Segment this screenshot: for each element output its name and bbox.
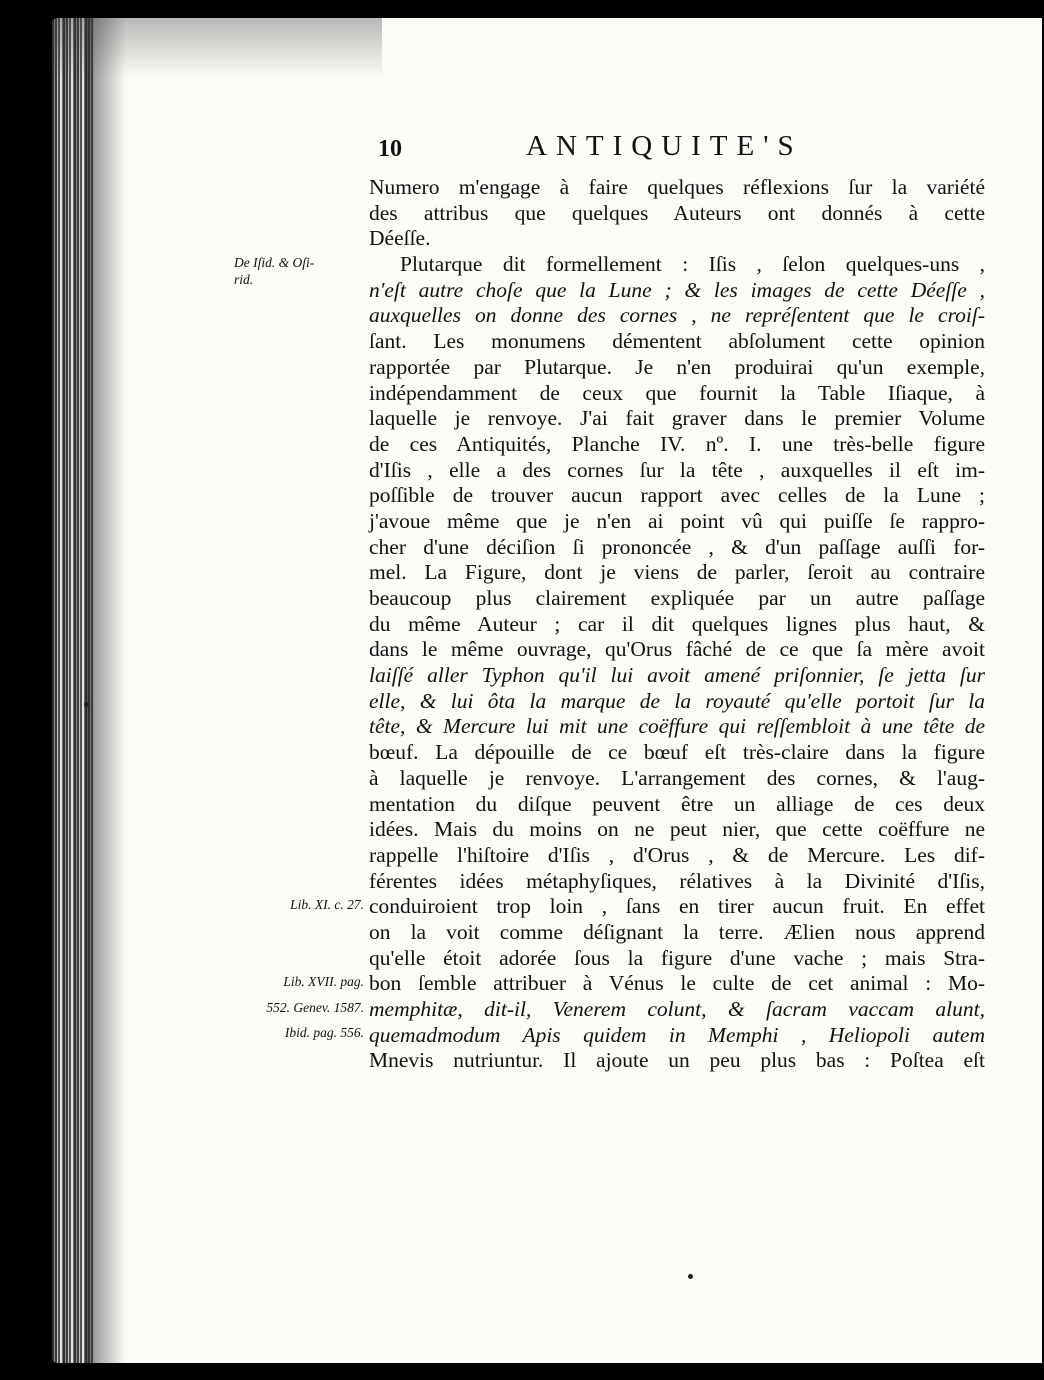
- text-line: poſſible de trouver aucun rapport avec celles de la Lune ;: [369, 483, 985, 508]
- text-line: à laquelle je renvoye. L'arrangement des cornes, & l'aug-: [369, 765, 985, 790]
- text-line: Plutarque dit formellement : Iſis , ſelon quelques-uns ,: [400, 252, 985, 277]
- book-page: [52, 18, 1042, 1363]
- text-line: mel. La Figure, dont je viens de parler, ſeroit au contraire: [369, 560, 985, 585]
- margin-note: 552. Genev. 1587.: [266, 1000, 364, 1015]
- text-line: du même Auteur ; car il dit quelques lignes plus haut, &: [369, 611, 985, 636]
- text-line: Déeſſe.: [369, 226, 431, 251]
- text-line: mentation du diſque peuvent être un alliage de ces deux: [369, 791, 985, 816]
- body-text: [369, 175, 985, 1074]
- running-header: [378, 130, 988, 170]
- margin-note: Lib. XI. c. 27.: [290, 897, 364, 912]
- text-line: bon ſemble attribuer à Vénus le culte de cet animal : Mo-: [369, 971, 985, 996]
- margin-note: Lib. XVII. pag.: [283, 974, 364, 989]
- text-line: quemadmodum Apis quidem in Memphi , Heliopoli autem: [369, 1022, 985, 1047]
- scan-speckle: [52, 18, 382, 78]
- text-line: bœuf. La dépouille de ce bœuf eſt très-claire dans la figure: [369, 740, 985, 765]
- text-line: Mnevis nutriuntur. Il ajoute un peu plus bas : Poſtea eſt: [369, 1048, 985, 1073]
- text-line: indépendamment de ceux que fournit la Table Iſiaque, à: [369, 380, 985, 405]
- text-line: férentes idées métaphyſiques, rélatives à la Divinité d'Iſis,: [369, 868, 985, 893]
- text-line: n'eſt autre choſe que la Lune ; & les images de cette Déeſſe ,: [369, 277, 985, 302]
- margin-note: Ibid. pag. 556.: [284, 1025, 364, 1040]
- text-line: de ces Antiquités, Planche IV. nº. I. une très-belle figure: [369, 431, 985, 456]
- ink-speck: [688, 1274, 693, 1279]
- text-line: laquelle je renvoye. J'ai fait graver dans le premier Volume: [369, 406, 985, 431]
- text-line: d'Iſis , elle a des cornes ſur la tête , auxquelles il eſt im-: [369, 457, 985, 482]
- text-line: qu'elle étoit adorée ſous la figure d'une vache ; mais Stra-: [369, 945, 985, 970]
- text-line: conduiroient trop loin , ſans en tirer aucun fruit. En effet: [369, 894, 985, 919]
- text-line: memphitæ, dit-il, Venerem colunt, & ſacram vaccam alunt,: [369, 997, 985, 1021]
- gutter-shadow: [86, 18, 126, 1363]
- text-line: beaucoup plus clairement expliquée par un autre paſſage: [369, 586, 985, 610]
- text-line: j'avoue même que je n'en ai point vû qui puiſſe ſe rappro-: [369, 508, 985, 533]
- margin-note: rid.: [234, 272, 254, 287]
- text-line: idées. Mais du moins on ne peut nier, que cette coëffure ne: [369, 817, 985, 842]
- margin-note: De Iſid. & Oſi-: [234, 255, 315, 270]
- ink-speck: [84, 702, 89, 707]
- text-line: rapportée par Plutarque. Je n'en produirai qu'un exemple,: [369, 354, 985, 379]
- running-title: ANTIQUITE'S: [526, 130, 803, 162]
- text-line: tête, & Mercure lui mit une coëffure qui reſſembloit à une tête de: [369, 714, 985, 739]
- text-line: des attribus que quelques Auteurs ont donnés à cette: [369, 200, 985, 225]
- text-line: laiſſé aller Typhon qu'il lui avoit amené priſonnier, ſe jetta ſur: [369, 663, 985, 688]
- text-line: dans le même ouvrage, qu'Orus fâché de ce que ſa mère avoit: [369, 637, 985, 662]
- text-line: elle, & lui ôta la marque de la royauté qu'elle portoit ſur la: [369, 688, 985, 713]
- text-line: auxquelles on donne des cornes , ne repréſentent que le croiſ-: [369, 303, 985, 328]
- text-line: Numero m'engage à faire quelques réflexions ſur la variété: [369, 175, 985, 199]
- page-number: 10: [378, 136, 402, 162]
- text-line: cher d'une déciſion ſi prononcée , & d'un paſſage auſſi for-: [369, 534, 985, 559]
- text-line: rappelle l'hiſtoire d'Iſis , d'Orus , & de Mercure. Les dif-: [369, 842, 985, 867]
- text-line: on la voit comme déſignant la terre. Ælien nous apprend: [369, 919, 985, 944]
- text-line: ſant. Les monumens démentent abſolument cette opinion: [369, 329, 985, 354]
